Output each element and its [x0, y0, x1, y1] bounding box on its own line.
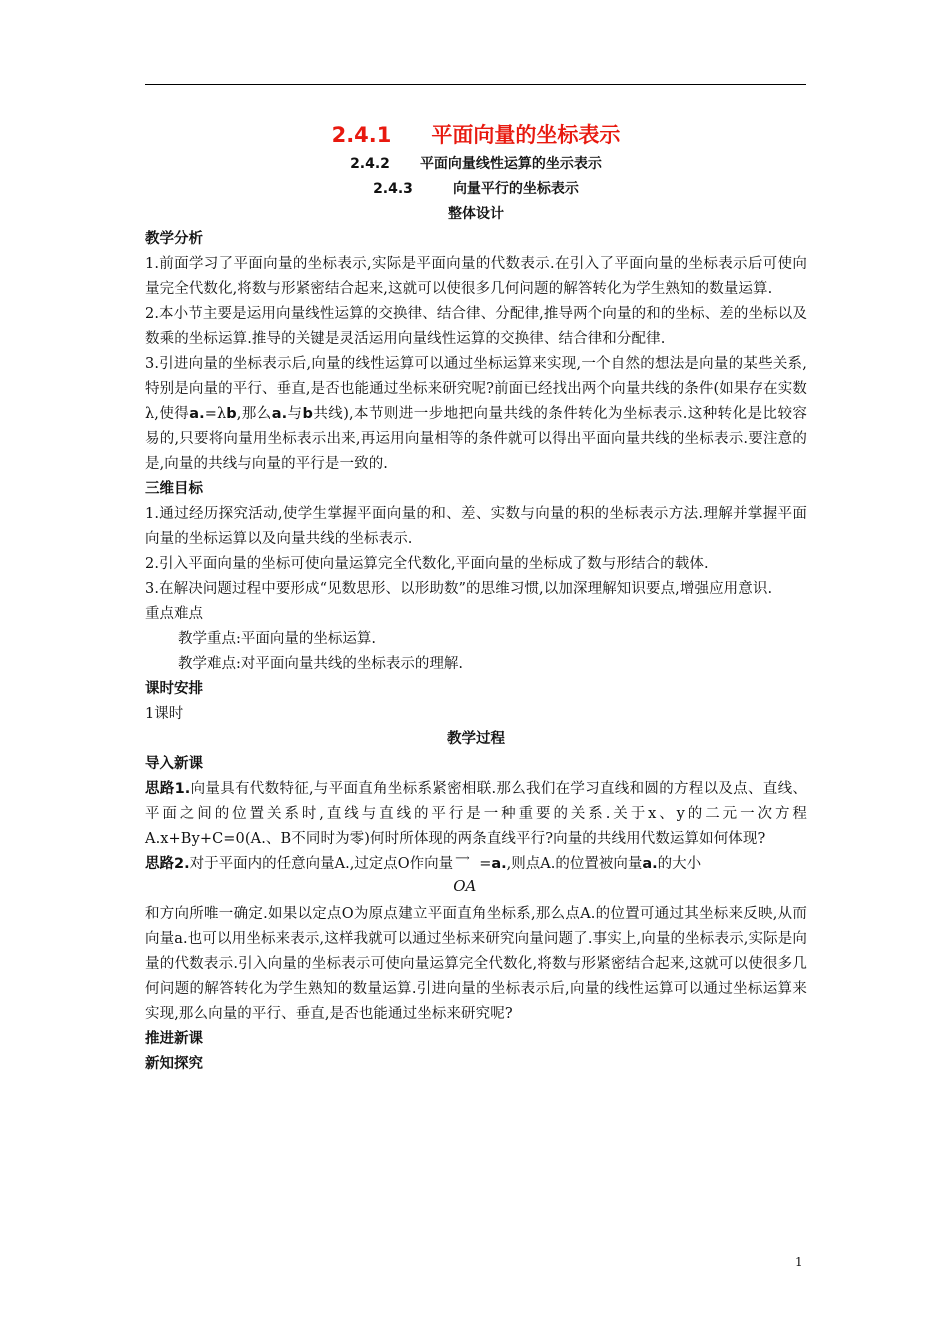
analysis-paragraph-1: 1.前面学习了平面向量的坐标表示,实际是平面向量的代数表示.在引入了平面向量的坐标表示后可使向量完全代数化,将数与形紧密结合起来,这就可以使很多几何问题的解答转化为学生熟知的数量运算. [145, 256, 807, 297]
vector-arrow-icon: ⟶ [455, 853, 470, 864]
heading-intro: 导入新课 [145, 756, 203, 772]
idea-1-paragraph [145, 777, 807, 852]
goals-paragraph-2: 2.引入平面向量的坐标可使向量运算完全代数化,平面向量的坐标成了数与形结合的载体. [145, 556, 709, 572]
heading-goals: 三维目标 [145, 481, 203, 497]
idea-2-end: 的大小 [657, 856, 702, 872]
subtitle-2 [145, 152, 807, 177]
idea-2-label: 思路2. [145, 856, 190, 872]
subtitle-2-text: 平面向量线性运算的坐示表示 [419, 156, 602, 172]
title-text: 平面向量的坐标表示 [431, 123, 621, 147]
goals-paragraph-1: 1.通过经历探究活动,使学生掌握平面向量的和、差、实数与向量的积的坐标表示方法.理解并掌握平面向量的坐标运算以及向量共线的坐标表示. [145, 506, 807, 547]
analysis-paragraph-2: 2.本小节主要是运用向量线性运算的交换律、结合律、分配律,推导两个向量的和的坐标、差的坐标以及数乘的坐标运算.推导的关键是灵活运用向量线性运算的交换律、结合律和分配律. [145, 306, 807, 347]
idea-2-continuation: 和方向所唯一确定.如果以定点O为原点建立平面直角坐标系,那么点A.的位置可通过其坐标来反映,从而向量a.也可以用坐标来表示,这样我就可以通过坐标来研究向量问题了.事实上,向量的坐标表示,实际是向量的代数表示.引入向量的坐标表示可使向量运算完全代数化,将数与形紧密结合起来,这就可以使很多几何问题的解答转化为学生熟知的数量运算.引进向量的坐标表示后,向量的线性运算可以通过坐标运算来实现,那么向量的平行、垂直,是否也能通过坐标来研究呢? [145, 906, 807, 1022]
heading-process: 教学过程 [447, 731, 505, 747]
equals-sign: = [479, 856, 492, 872]
idea-2-first-line [145, 852, 807, 902]
p3-part-a: 3.引进向量的坐标表示后,向量的线性运算可以通过坐标运算来实现,一个自然的想法是向量的某些关系,特别是向量的平行、垂直,是否也能通过坐标来研究呢?前面已经找出两个向量共线的条件(如果存在实数 λ,使得 [145, 356, 807, 422]
vector-b: b [226, 406, 237, 422]
p3-part-e: 共线),本节则进一步地把向量共线的条件转化为坐标表示.这种转化是比较容易的,只要将向量用坐标表示出来,再运用向量相等的条件就可以得出平面向量共线的坐标表示.要注意的是,向量的共线与向量的平行是一致的. [145, 406, 807, 472]
vector-a: a. [189, 406, 205, 422]
p3-part-d: 与 [287, 406, 303, 422]
vector-a: a. [271, 406, 288, 422]
page-number: 1 [795, 1255, 803, 1269]
vector-a: a. [642, 856, 658, 872]
p3-part-b: =λ [204, 406, 227, 422]
teaching-difficulty: 教学难点:对平面向量共线的坐标表示的理解. [178, 656, 463, 672]
heading-keypoints: 重点难点 [145, 606, 203, 622]
subtitle-overall-design: 整体设计 [448, 206, 504, 222]
vector-a: a. [491, 856, 507, 872]
analysis-paragraph-3 [145, 352, 807, 477]
subtitle-3-text: 向量平行的坐标表示 [452, 181, 579, 197]
teaching-focus: 教学重点:平面向量的坐标运算. [178, 631, 376, 647]
idea-1-text: 向量具有代数特征,与平面直角坐标系紧密相联.那么我们在学习直线和圆的方程以及点、直线、平面之间的位置关系时,直线与直线的平行是一种重要的关系.关于x、y的二元一次方程A.x+By+C=0(A.、B不同时为零)何时所体现的两条直线平行?向量的共线用代数运算如何体现? [145, 781, 808, 847]
heading-advance: 推进新课 [145, 1031, 203, 1047]
idea-2-mid: ,则点A.的位置被向量 [506, 856, 643, 872]
subtitle-3-number: 2.4.3 [373, 181, 413, 197]
heading-analysis: 教学分析 [145, 231, 203, 247]
subtitle-2-number: 2.4.2 [350, 156, 390, 172]
p3-part-c: ,那么 [236, 406, 272, 422]
idea-2-pre: 对于平面内的任意向量A.,过定点O作向量 [189, 856, 454, 872]
vector-oa-label: OA [453, 877, 477, 895]
heading-schedule: 课时安排 [145, 681, 203, 697]
vector-b: b [302, 406, 313, 422]
vector-oa [453, 852, 479, 895]
idea-1-label: 思路1. [145, 781, 191, 797]
title-number: 2.4.1 [331, 123, 392, 147]
document-body [145, 118, 807, 1077]
header-rule [145, 84, 806, 85]
subtitle-3 [145, 177, 807, 202]
main-title [145, 118, 807, 152]
goals-paragraph-3: 3.在解决问题过程中要形成“见数思形、以形助数”的思维习惯,以加深理解知识要点,增强应用意识. [145, 581, 773, 597]
schedule-value: 1课时 [145, 706, 184, 722]
heading-explore: 新知探究 [145, 1056, 203, 1072]
